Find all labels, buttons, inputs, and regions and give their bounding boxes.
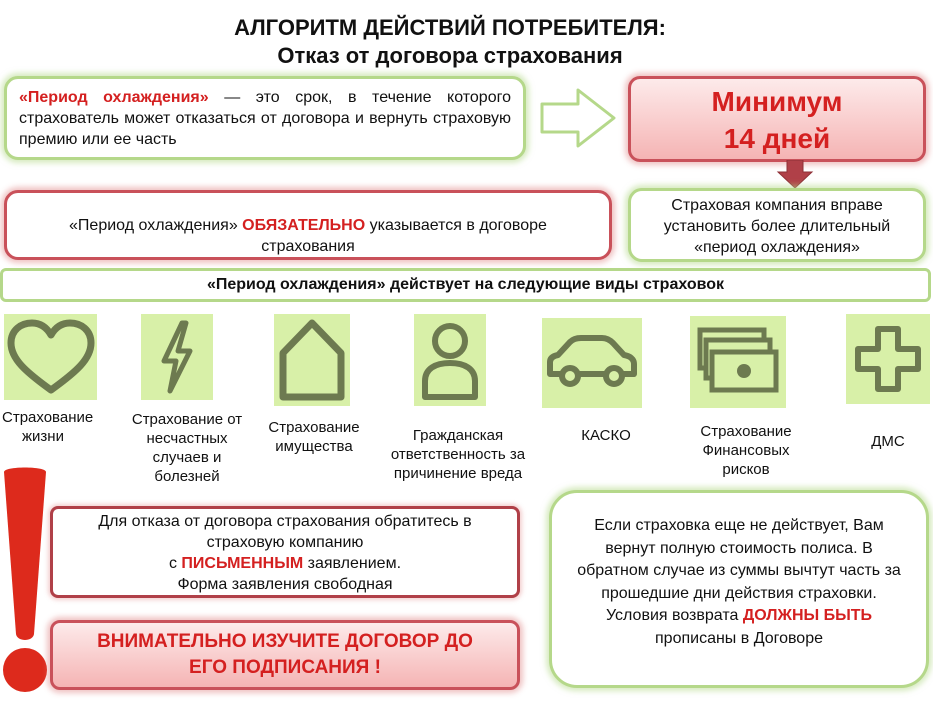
title-line2: Отказ от договора страхования xyxy=(277,43,623,68)
definition-box xyxy=(4,76,526,160)
heart-tile xyxy=(4,314,97,400)
car-tile xyxy=(542,318,642,408)
insurer-right-text: Страховая компания вправе установить более длительный «период охлаждения» xyxy=(663,197,891,256)
cross-tile xyxy=(846,314,930,404)
insurance-label-1: Страхование от несчастных случаев и болезней xyxy=(131,411,243,485)
arrow-down-icon xyxy=(776,160,814,190)
minimum-box xyxy=(628,76,926,162)
arrow-right-icon xyxy=(538,86,618,150)
lightning-icon xyxy=(152,317,202,397)
mandatory-after: указывается в договоре страхования xyxy=(261,217,547,255)
refund-box xyxy=(549,490,929,688)
mandatory-emphasis: ОБЯЗАТЕЛЬНО xyxy=(242,217,366,234)
applies-banner-text: «Период охлаждения» действует на следующие виды страховок xyxy=(206,276,725,293)
insurer-right-box xyxy=(628,188,926,262)
exclamation-icon xyxy=(0,464,50,704)
heart-icon xyxy=(6,317,96,397)
refusal-emphasis: ПИСЬМЕННЫМ xyxy=(181,555,304,572)
refusal-suffix: заявлением. xyxy=(303,555,402,572)
definition-term: «Период охлаждения» xyxy=(19,89,209,106)
insurance-label-0: Страхование жизни xyxy=(2,409,94,445)
page-title xyxy=(0,14,900,70)
cross-icon xyxy=(850,321,926,397)
title-line1: АЛГОРИТМ ДЕЙСТВИЙ ПОТРЕБИТЕЛЯ: xyxy=(234,15,666,40)
insurance-label-5: Страхование Финансовых рисков xyxy=(700,423,792,478)
car-icon xyxy=(544,328,640,398)
refusal-box xyxy=(50,506,520,598)
refund-text: Если страховка еще не действует, Вам вернут полную стоимость полиса. В обратном случае из суммы вычтут часть за прошедшие дни действия страховки. Условия возврата xyxy=(577,517,901,624)
insurance-label-6: ДМС xyxy=(871,433,905,450)
definition-text: — это срок, в течение которого страхователь может отказаться от договора и вернуть страховую премию или ее часть xyxy=(19,89,511,148)
money-icon xyxy=(692,322,784,402)
refund-suffix: прописаны в Договоре xyxy=(655,629,823,647)
money-tile xyxy=(690,316,786,408)
mandatory-box xyxy=(4,190,612,260)
warning-text: ВНИМАТЕЛЬНО ИЗУЧИТЕ ДОГОВОР ДО ЕГО ПОДПИСАНИЯ ! xyxy=(97,631,473,678)
insurance-label-4: КАСКО xyxy=(581,427,631,444)
minimum-line2: 14 дней xyxy=(723,123,831,154)
insurance-label-3: Гражданская ответственность за причинение вреда xyxy=(390,427,526,482)
refusal-line1: Для отказа от договора страхования обратитесь в страховую компанию xyxy=(98,513,472,551)
insurance-label-2: Страхование имущества xyxy=(268,419,360,455)
lightning-tile xyxy=(141,314,213,400)
minimum-line1: Минимум xyxy=(711,86,843,117)
refund-emphasis: ДОЛЖНЫ БЫТЬ xyxy=(742,607,873,624)
warning-box xyxy=(50,620,520,690)
refusal-prefix: с xyxy=(168,555,182,572)
house-icon xyxy=(277,317,347,403)
mandatory-before: «Период охлаждения» xyxy=(69,217,243,234)
person-icon xyxy=(417,317,483,403)
applies-banner xyxy=(0,268,931,302)
refusal-line3: Форма заявления свободная xyxy=(177,576,393,593)
house-tile xyxy=(274,314,350,406)
person-tile xyxy=(414,314,486,406)
